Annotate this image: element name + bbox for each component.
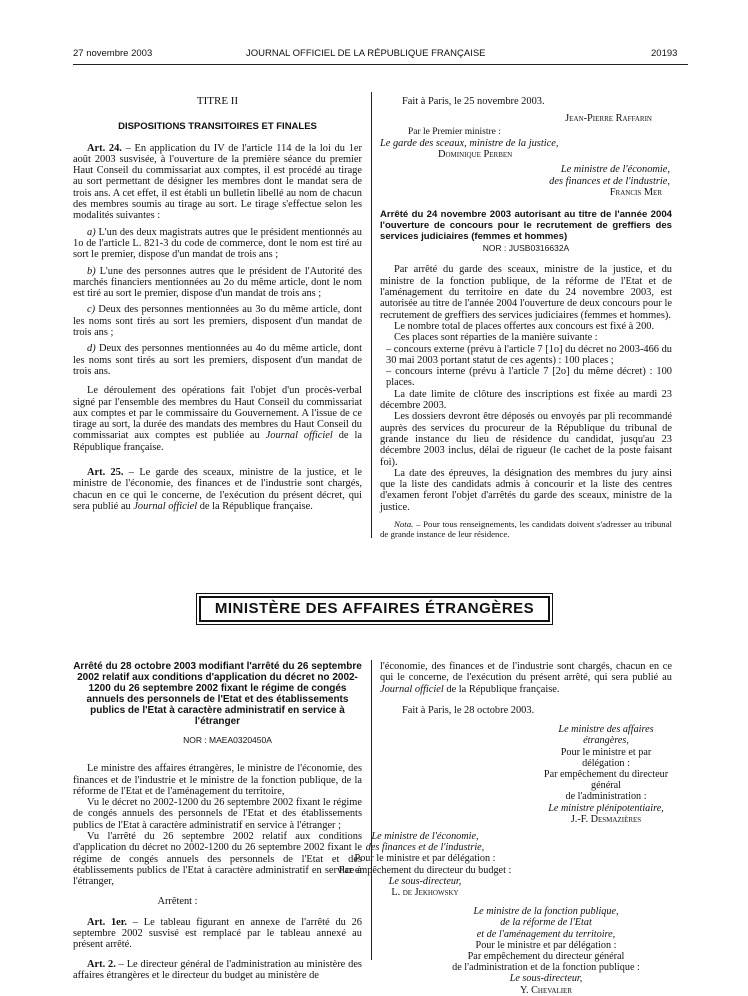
header-page-number: 20193 [651,48,678,59]
fait-paris-1: Fait à Paris, le 25 novembre 2003. [402,96,545,107]
signature-raffarin: Jean-Pierre Raffarin [565,113,652,125]
par-premier-ministre: Par le Premier ministre : [408,126,501,137]
header-date: 27 novembre 2003 [73,48,153,59]
item-b: b) L'une des personnes autres que le président de l'Autorité des marchés financiers mentionnées au 2o du même article, dont le nom est tiré au sort le premier, dispose d'un mandat de trois ans ; [73,265,362,300]
justice-p6: La date des épreuves, la désignation des membres du jury ainsi que la liste des candidats admis à concourir et la liste des centres d'examen feront l'objet d'arrêtés du garde des sceaux, ministre de la justice. [380,467,672,513]
nor-affaires-etrangeres: NOR : MAEA0320450A [183,735,272,745]
signature-block-eco: Le ministre de l'économie, des finances et de l'industrie, Pour le ministre et par délégation : Par empêchement du directeur du budget : Le sous-directeur, L. de Jekhowsky [338,831,512,899]
justice-li1: – concours externe (prévu à l'article 7 [1o] du décret no 2003-466 du 30 mai 2003 portant statut de ces agents) : 100 places ; [386,343,672,366]
justice-p1: Par arrêté du garde des sceaux, ministre de la justice, et du ministre de la fonction publique, de la réforme de l'Etat et de l'aménagement du territoire en date du 24 novembre 2003, est autorisée au titre de l'année 2004 l'ouverture de deux concours pour le recrutement de greffiers des services judiciaires (femmes et hommes). [380,264,672,321]
arretent: Arrêtent : [157,895,198,907]
article-24: Art. 24. – En application du IV de l'article 114 de la loi du 1er août 2003 susvisée, à l'ouverture de la première séance du premier Haut Conseil du commissariat aux comptes, il est procédé au tirage au sort permettant de désigner les membres dont le mandat sera de trois ans. A cet effet, il est établi un bulletin libellé au nom de chacun des membres soumis au tirage au sort. Le tirage s'effectue selon les modalités suivantes : [73,142,362,222]
left-top-column [73,96,362,512]
header-journal-title: JOURNAL OFFICIEL DE LA RÉPUBLIQUE FRANÇAISE [246,48,486,59]
ae-art1: Art. 1er. – Le tableau figurant en annexe de l'arrêté du 26 septembre 2002 susvisé est remplacé par le tableau annexé au présent arrêté. [73,916,362,951]
justice-p5: Les dossiers devront être déposés ou envoyés par pli recommandé auprès des services du procureur de la République du tribunal de grande instance du lieu de résidence du candidat, jusqu'au 23 décembre 2003 inclus, délai de rigueur (le cachet de la poste faisant foi). [380,411,672,468]
signature-perben: Dominique Perben [438,149,513,161]
ae-art2: Art. 2. – Le directeur général de l'administration au ministère des affaires étrangères et le directeur du budget au ministère de [73,958,362,982]
arrete-affaires-etrangeres-title: Arrêté du 28 octobre 2003 modifiant l'arrêté du 26 septembre 2002 relatif aux conditions d'application du décret no 2002-1200 du 26 septembre 2002 fixant le régime de congés annuels des personnels de l'Etat et des établissements publics de l'Etat à caractère administratif en service à l'étranger [73,661,362,727]
column-divider-top [371,92,372,538]
justice-note: Nota. – Pour tous renseignements, les candidats doivent s'adresser au tribunal de grande instance de leur résidence. [380,518,672,539]
ministre-economie-2: des finances et de l'industrie, [549,175,670,187]
garde-des-sceaux: Le garde des sceaux, ministre de la justice, [380,137,559,149]
signature-mer: Francis Mer [609,187,662,199]
justice-p4: La date limite de clôture des inscriptions est fixée au mardi 23 décembre 2003. [380,388,672,412]
article-25: Art. 25. – Le garde des sceaux, ministre de la justice, et le ministre de l'économie, des finances et de l'industrie sont chargés, chacun en ce qui le concerne, de l'exécution du présent décret, qui sera publié au Journal officiel de la République française. [73,467,362,512]
ae-continuation: l'économie, des finances et de l'industrie sont chargés, chacun en ce qui le concerne, de l'exécution du présent arrêté, qui sera publié au Journal officiel de la République française. [380,661,672,695]
ae-p3: Vu l'arrêté du 26 septembre 2002 relatif aux conditions d'application du décret no 2002-1200 du 26 septembre 2002 fixant le régime de congés annuels des personnels de l'Etat et des établissements publics de l'Etat à caractère administratif en service à l'étranger, [73,831,362,888]
right-bottom-column [338,661,672,996]
column-divider-bottom [371,660,372,960]
nor-justice: NOR : JUSB0316632A [482,243,570,254]
ministre-economie-1: Le ministre de l'économie, [560,164,670,176]
justice-p2: Le nombre total de places offertes aux concours est fixé à 200. [394,320,655,332]
header-rule [73,64,688,65]
fait-paris-2: Fait à Paris, le 28 octobre 2003. [402,704,535,716]
signature-block-fonction-publique: Le ministre de la fonction publique, de la réforme de l'Etat et de l'aménagement du territoire, Pour le ministre et par délégation : Par empêchement du directeur général de l'administration et de la fonction publique : Le sous-directeur, Y. Chevalier [452,906,640,996]
justice-p3: Ces places sont réparties de la manière suivante : [394,332,598,344]
item-c: c) Deux des personnes mentionnées au 3o du même article, dont les noms sont tirés au sort les premiers, disposent d'un mandat de trois ans ; [73,304,362,339]
ae-p1: Le ministre des affaires étrangères, le ministre de l'économie, des finances et de l'industrie et le ministre de la fonction publique, de la réforme de l'Etat et de l'aménagement du territoire, [73,763,362,797]
right-top-column [380,96,672,539]
left-bottom-column [73,661,362,981]
titre-heading: TITRE II [196,95,239,107]
deroulement-paragraph: Le déroulement des opérations fait l'objet d'un procès-verbal signé par l'ensemble des membres du Haut Conseil du commissariat aux comptes et par le commissaire du Gouvernement. A l'issue de ce tirage au sort, la durée des mandats des membres du Haut Conseil du commissariat aux comptes est publiée au Journal officiel de la République française. [73,385,362,453]
arrete-justice-title: Arrêté du 24 novembre 2003 autorisant au titre de l'année 2004 l'ouverture de concours pour le recrutement de greffiers des services judiciaires (femmes et hommes) [380,209,672,242]
signature-block-ae: Le ministre des affaires étrangères, Pour le ministre et par délégation : Par empêchement du directeur général de l'administration : Le ministre plénipotentiaire, J.-F. Desmazières [543,724,669,825]
item-a: a) L'un des deux magistrats autres que le président mentionnés au 1o de l'article L. 821-3 du code de commerce, dont le nom est tiré au sort le premier, dispose d'un mandat de trois ans ; [73,226,362,261]
section-subtitle: DISPOSITIONS TRANSITOIRES ET FINALES [118,121,317,133]
justice-li2: – concours interne (prévu à l'article 7 [2o] du même décret) : 100 places. [386,366,672,389]
item-d: d) Deux des personnes mentionnées au 4o du même article, dont les noms sont tirés au sort les premiers, disposent d'un mandat de trois ans. [73,343,362,377]
ministry-banner: MINISTÈRE DES AFFAIRES ÉTRANGÈRES [199,596,550,622]
ae-p2: Vu le décret no 2002-1200 du 26 septembre 2002 fixant le régime de congés annuels des personnels de l'Etat et des établissements publics de l'Etat à caractère administratif en service à l'étranger ; [73,797,362,831]
